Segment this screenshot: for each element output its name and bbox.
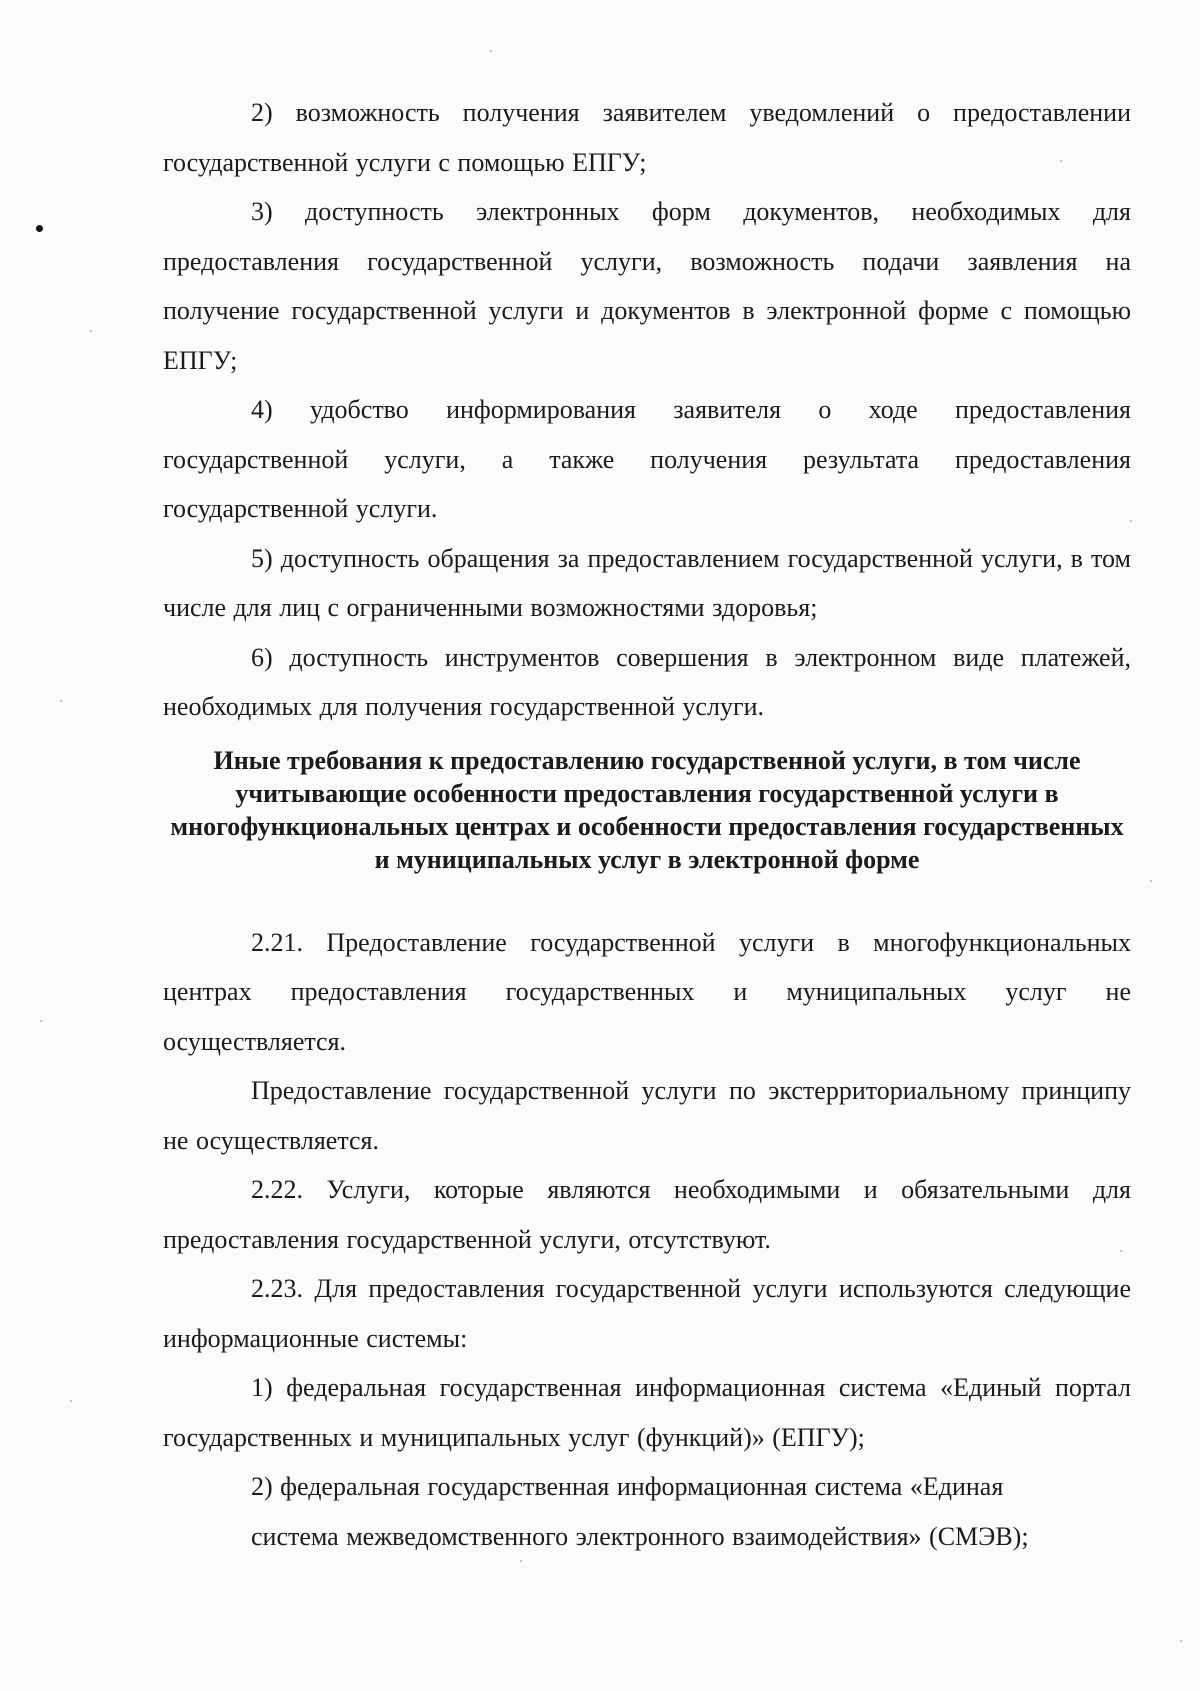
paragraph-item-3: 3) доступность электронных форм документов, необходимых для предоставления государственной услуги, возможность подачи заявления на получение государственной услуги и документов в электронной форме с помощью ЕПГУ; xyxy=(163,197,1131,375)
document-body xyxy=(163,88,1131,1561)
paragraph-system-1: 1) федеральная государственная информационная система «Единый портал государственных и муниципальных услуг (функций)» (ЕПГУ); xyxy=(163,1373,1131,1452)
paragraph-item-2: 2) возможность получения заявителем уведомлений о предоставлении государственной услуги с помощью ЕПГУ; xyxy=(163,98,1131,177)
paragraph-system-2-line-2: система межведомственного электронного взаимодействия» (СМЭВ); xyxy=(251,1521,1029,1551)
section-heading: Иные требования к предоставлению государственной услуги, в том числе учитывающие особенности предоставления государственной услуги в многофункциональных центрах и особенности предоставления государственных и муниципальных услуг в электронной форме xyxy=(170,745,1124,874)
paragraph-2-23: 2.23. Для предоставления государственной услуги используются следующие информационные системы: xyxy=(163,1274,1131,1353)
paragraph-system-2 xyxy=(163,1462,1131,1561)
paragraph-item-5: 5) доступность обращения за предоставлением государственной услуги, в том числе для лиц с ограниченными возможностями здоровья; xyxy=(163,543,1131,622)
paragraph-item-6: 6) доступность инструментов совершения в электронном виде платежей, необходимых для получения государственной услуги. xyxy=(163,642,1131,721)
scan-speck xyxy=(36,225,43,232)
paragraph-item-4: 4) удобство информирования заявителя о ходе предоставления государственной услуги, а также получения результата предоставления государственной услуги. xyxy=(163,395,1131,523)
paragraph-2-21: 2.21. Предоставление государственной услуги в многофункциональных центрах предоставления государственных и муниципальных услуг не осуществляется. xyxy=(163,927,1131,1056)
paragraph-2-22: 2.22. Услуги, которые являются необходимыми и обязательными для предоставления государственной услуги, отсутствуют. xyxy=(163,1175,1131,1254)
paragraph-system-2-line-1: 2) федеральная государственная информационная система «Единая xyxy=(251,1472,1004,1501)
paragraph-extraterritorial: Предоставление государственной услуги по экстерриториальному принципу не осуществляется. xyxy=(163,1076,1131,1155)
